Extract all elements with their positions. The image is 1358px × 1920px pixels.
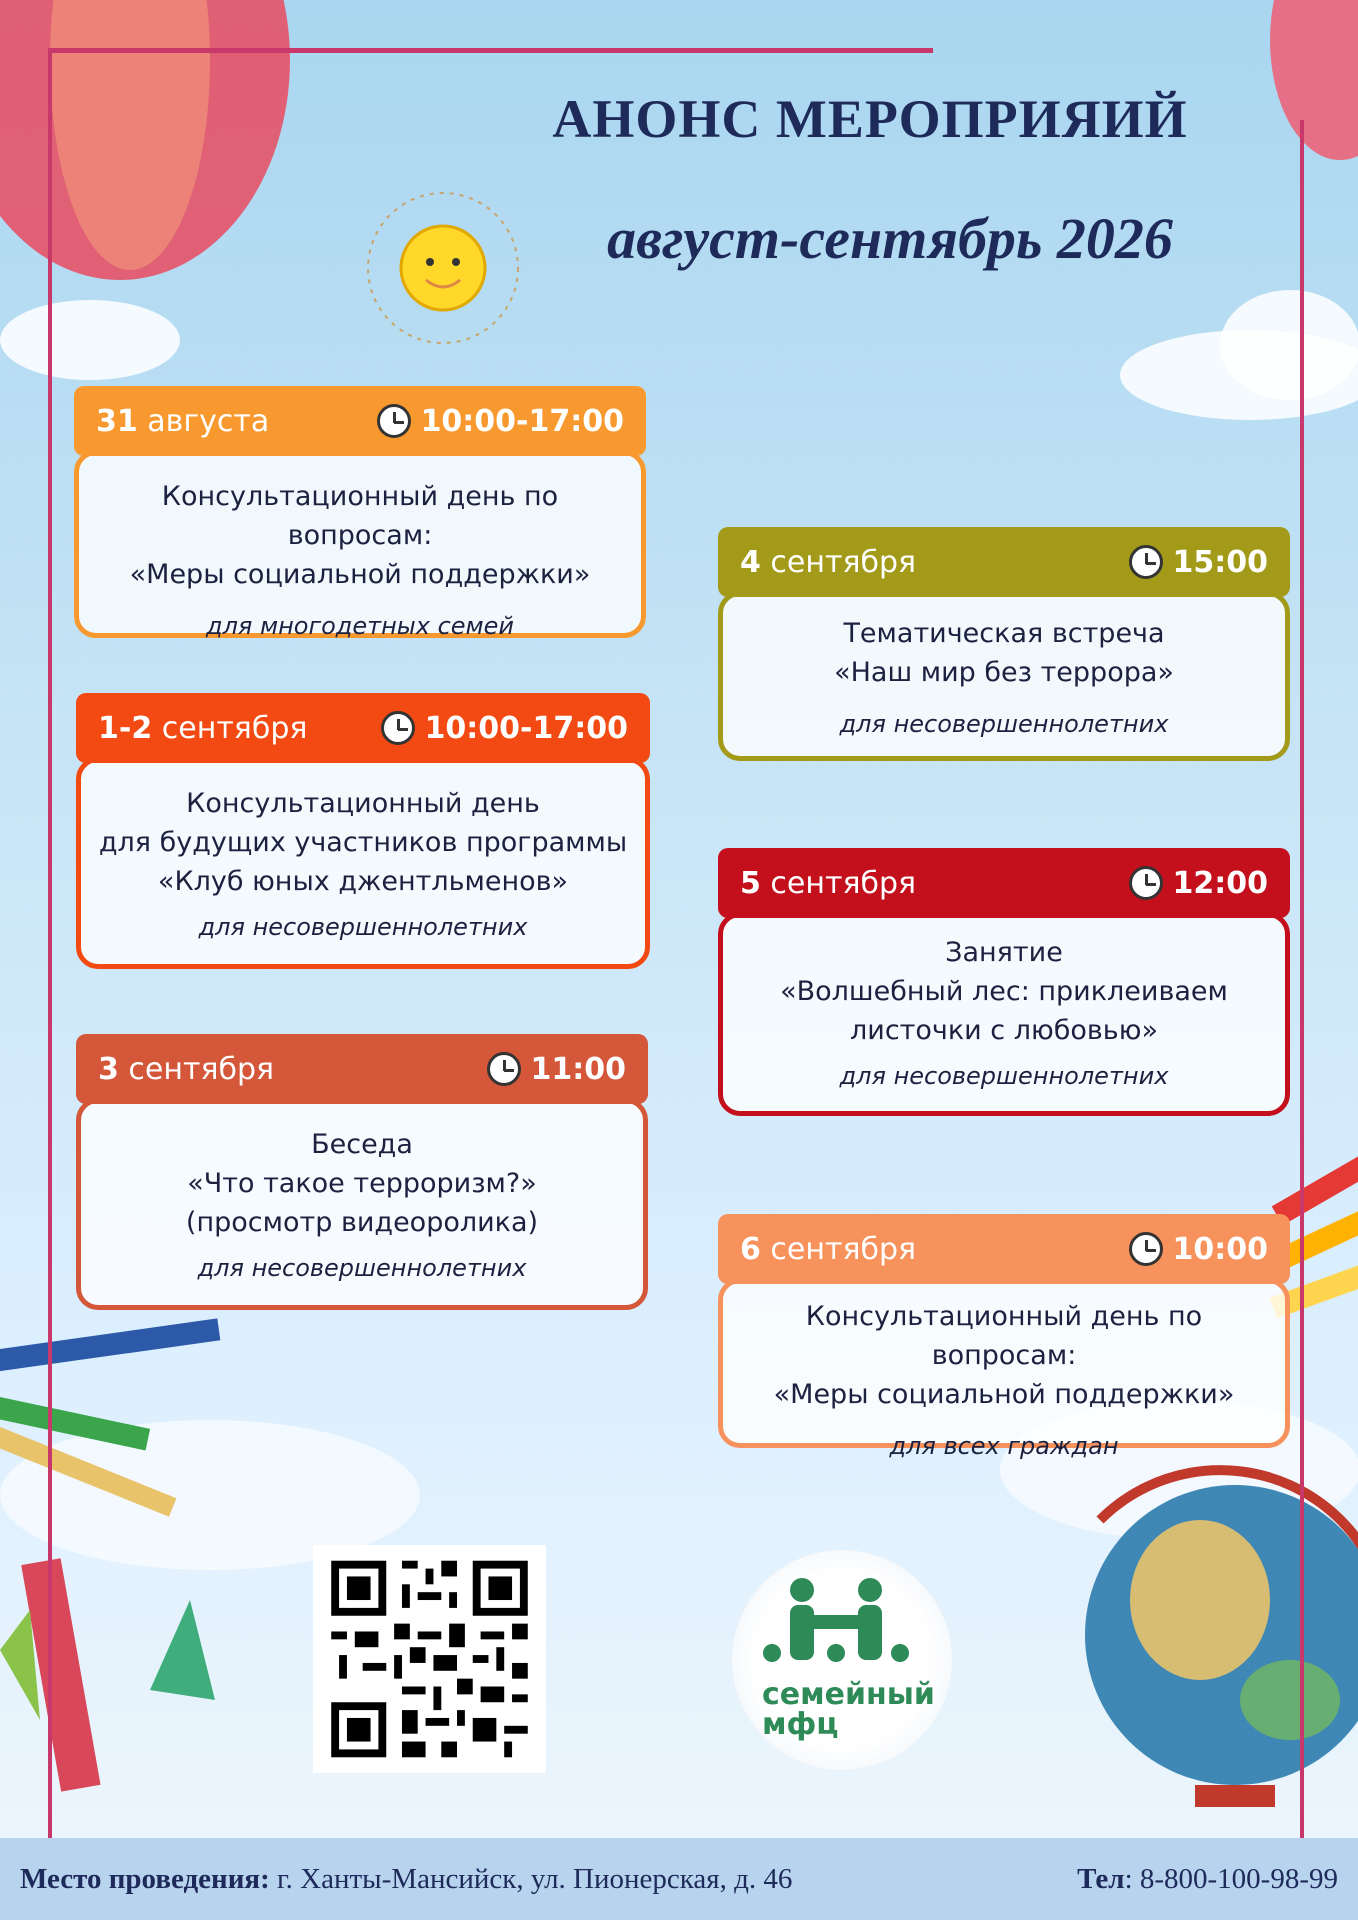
- event-time-text: 10:00-17:00: [424, 710, 628, 746]
- event-date-month: сентября: [770, 865, 917, 901]
- event-date-number: 6: [740, 1231, 761, 1267]
- sun-illustration: [368, 193, 518, 343]
- event-date: [96, 404, 269, 439]
- clock-icon: [1129, 866, 1163, 900]
- event-date-month: августа: [147, 403, 270, 439]
- event-header: [76, 693, 650, 763]
- event-description-line: «Клуб юных джентльменов»: [157, 866, 569, 897]
- globe-illustration: [1085, 1470, 1358, 1807]
- event-date: [98, 1052, 274, 1087]
- event-date-month: сентября: [161, 710, 308, 746]
- event-body: [718, 912, 1290, 1116]
- event-description-line: (просмотр видеоролика): [185, 1207, 539, 1238]
- event-time-text: 15:00: [1172, 544, 1268, 580]
- event-body: [718, 591, 1290, 761]
- footer-phone-label: Тел: [1077, 1862, 1125, 1895]
- event-time-text: 10:00: [1172, 1231, 1268, 1267]
- footer-bar: [0, 1838, 1358, 1920]
- event-header: [74, 386, 646, 456]
- event-description-line: Консультационный день: [186, 788, 540, 819]
- event-header: [718, 527, 1290, 597]
- event-date-number: 31: [96, 403, 138, 439]
- event-time: [1129, 1232, 1269, 1267]
- event-description-line: Занятие: [945, 937, 1063, 968]
- event-header: [718, 848, 1290, 918]
- event-date-number: 1-2: [98, 710, 153, 746]
- event-time: [381, 711, 628, 746]
- semeyny-mfc-logo-icon: [752, 1575, 932, 1680]
- event-card: [718, 1214, 1290, 1460]
- page-subtitle: август-сентябрь 2026: [607, 206, 1173, 271]
- event-description-line: «Волшебный лес: приклеиваем: [780, 976, 1228, 1007]
- event-time-text: 11:00: [530, 1051, 626, 1087]
- event-date-month: сентября: [770, 1231, 917, 1267]
- event-description-line: Консультационный день по вопросам:: [161, 481, 559, 551]
- event-body: [76, 1098, 648, 1310]
- page-title: АНОНС МЕРОПРИЯИЙ: [552, 89, 1188, 149]
- event-description-line: Консультационный день по вопросам:: [805, 1301, 1203, 1371]
- event-card: [74, 386, 646, 638]
- event-date-number: 5: [740, 865, 761, 901]
- event-body: [76, 757, 650, 969]
- event-date: [740, 545, 916, 580]
- event-description-line: Беседа: [311, 1129, 413, 1160]
- event-time: [1129, 866, 1269, 901]
- event-audience: для несовершеннолетних: [839, 1062, 1169, 1090]
- event-card: [718, 527, 1290, 761]
- event-description-line: «Меры социальной поддержки»: [773, 1379, 1235, 1410]
- event-description-line: «Меры социальной поддержки»: [129, 559, 591, 590]
- event-audience: для многодетных семей: [205, 612, 514, 640]
- frame-right-line: [1300, 120, 1304, 1838]
- event-description-line: «Что такое терроризм?»: [187, 1168, 537, 1199]
- event-date-number: 4: [740, 544, 761, 580]
- qr-code[interactable]: [313, 1545, 546, 1773]
- logo-line-2: мфц: [762, 1707, 839, 1742]
- event-time: [377, 404, 624, 439]
- logo-line-1: семейный: [762, 1677, 935, 1712]
- event-date: [740, 1232, 916, 1267]
- logo-text: [762, 1677, 935, 1742]
- event-description-line: для будущих участников программы: [98, 827, 628, 858]
- event-description-line: «Наш мир без террора»: [834, 657, 1174, 688]
- event-audience: для всех граждан: [889, 1432, 1119, 1460]
- event-date-month: сентября: [770, 544, 917, 580]
- event-time-text: 12:00: [1172, 865, 1268, 901]
- footer-place-label: Место проведения:: [20, 1862, 270, 1895]
- clock-icon: [487, 1052, 521, 1086]
- event-audience: для несовершеннолетних: [839, 710, 1169, 738]
- event-time: [1129, 545, 1269, 580]
- qr-code-pattern: [313, 1545, 546, 1773]
- clock-icon: [1129, 1232, 1163, 1266]
- event-audience: для несовершеннолетних: [197, 1254, 527, 1282]
- pencils-left: [0, 1318, 220, 1791]
- event-time-text: 10:00-17:00: [420, 403, 624, 439]
- event-header: [718, 1214, 1290, 1284]
- footer-phone: [1077, 1863, 1338, 1896]
- event-header: [76, 1034, 648, 1104]
- footer-phone-value[interactable]: : 8-800-100-98-99: [1124, 1862, 1338, 1895]
- event-description-line: листочки с любовью»: [850, 1015, 1158, 1046]
- event-time: [487, 1052, 627, 1087]
- event-body: [74, 450, 646, 638]
- clock-icon: [1129, 545, 1163, 579]
- clock-icon: [381, 711, 415, 745]
- event-card: [76, 693, 650, 969]
- event-date-number: 3: [98, 1051, 119, 1087]
- event-description-line: Тематическая встреча: [843, 618, 1165, 649]
- frame-left-line: [48, 48, 52, 1838]
- balloon-right: [1270, 0, 1358, 160]
- event-audience: для несовершеннолетних: [198, 913, 528, 941]
- clock-icon: [377, 404, 411, 438]
- event-body: [718, 1278, 1290, 1460]
- frame-top-line: [48, 48, 933, 53]
- event-card: [76, 1034, 648, 1310]
- footer-address: [20, 1863, 792, 1896]
- event-card: [718, 848, 1290, 1116]
- footer-place-value: г. Ханты-Мансийск, ул. Пионерская, д. 46: [277, 1862, 793, 1895]
- event-date-month: сентября: [128, 1051, 275, 1087]
- event-date: [98, 711, 307, 746]
- event-date: [740, 866, 916, 901]
